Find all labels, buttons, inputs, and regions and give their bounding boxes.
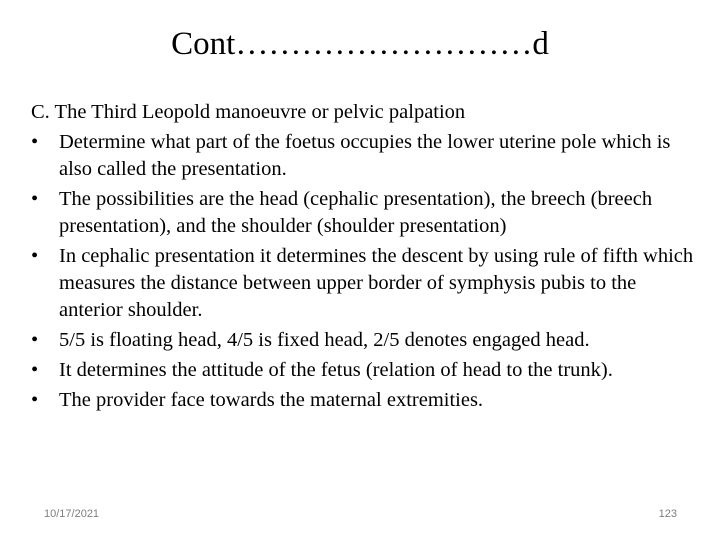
bullet-list <box>31 129 701 414</box>
footer-date: 10/17/2021 <box>44 508 100 520</box>
bullet-icon: • <box>31 329 39 351</box>
slide-content <box>31 99 701 417</box>
bullet-text: The provider face towards the maternal extremities. <box>59 389 484 411</box>
bullet-icon: • <box>31 131 39 153</box>
bullet-item <box>31 387 701 414</box>
bullet-text: 5/5 is floating head, 4/5 is fixed head, 2/5 denotes engaged head. <box>59 329 590 351</box>
bullet-icon: • <box>31 389 39 411</box>
bullet-icon: • <box>31 245 39 267</box>
bullet-item <box>31 129 701 183</box>
page-number: 123 <box>658 508 677 520</box>
bullet-item <box>31 327 701 354</box>
bullet-text: It determines the attitude of the fetus (relation of head to the trunk). <box>59 359 613 381</box>
bullet-item <box>31 186 701 240</box>
bullet-text: Determine what part of the foetus occupies the lower uterine pole which is also called the presentation. <box>59 131 671 180</box>
slide-title-text: Cont………………………d <box>171 26 549 62</box>
bullet-text: In cephalic presentation it determines the descent by using rule of fifth which measures the distance between upper border of symphysis pubis to the anterior shoulder. <box>59 245 694 321</box>
bullet-icon: • <box>31 359 39 381</box>
bullet-item <box>31 243 701 324</box>
bullet-item <box>31 357 701 384</box>
slide-title <box>0 22 720 66</box>
section-heading: C. The Third Leopold manoeuvre or pelvic palpation <box>31 101 466 123</box>
bullet-icon: • <box>31 188 39 210</box>
bullet-text: The possibilities are the head (cephalic presentation), the breech (breech presentation), and the shoulder (shoulder presentation) <box>59 188 653 237</box>
